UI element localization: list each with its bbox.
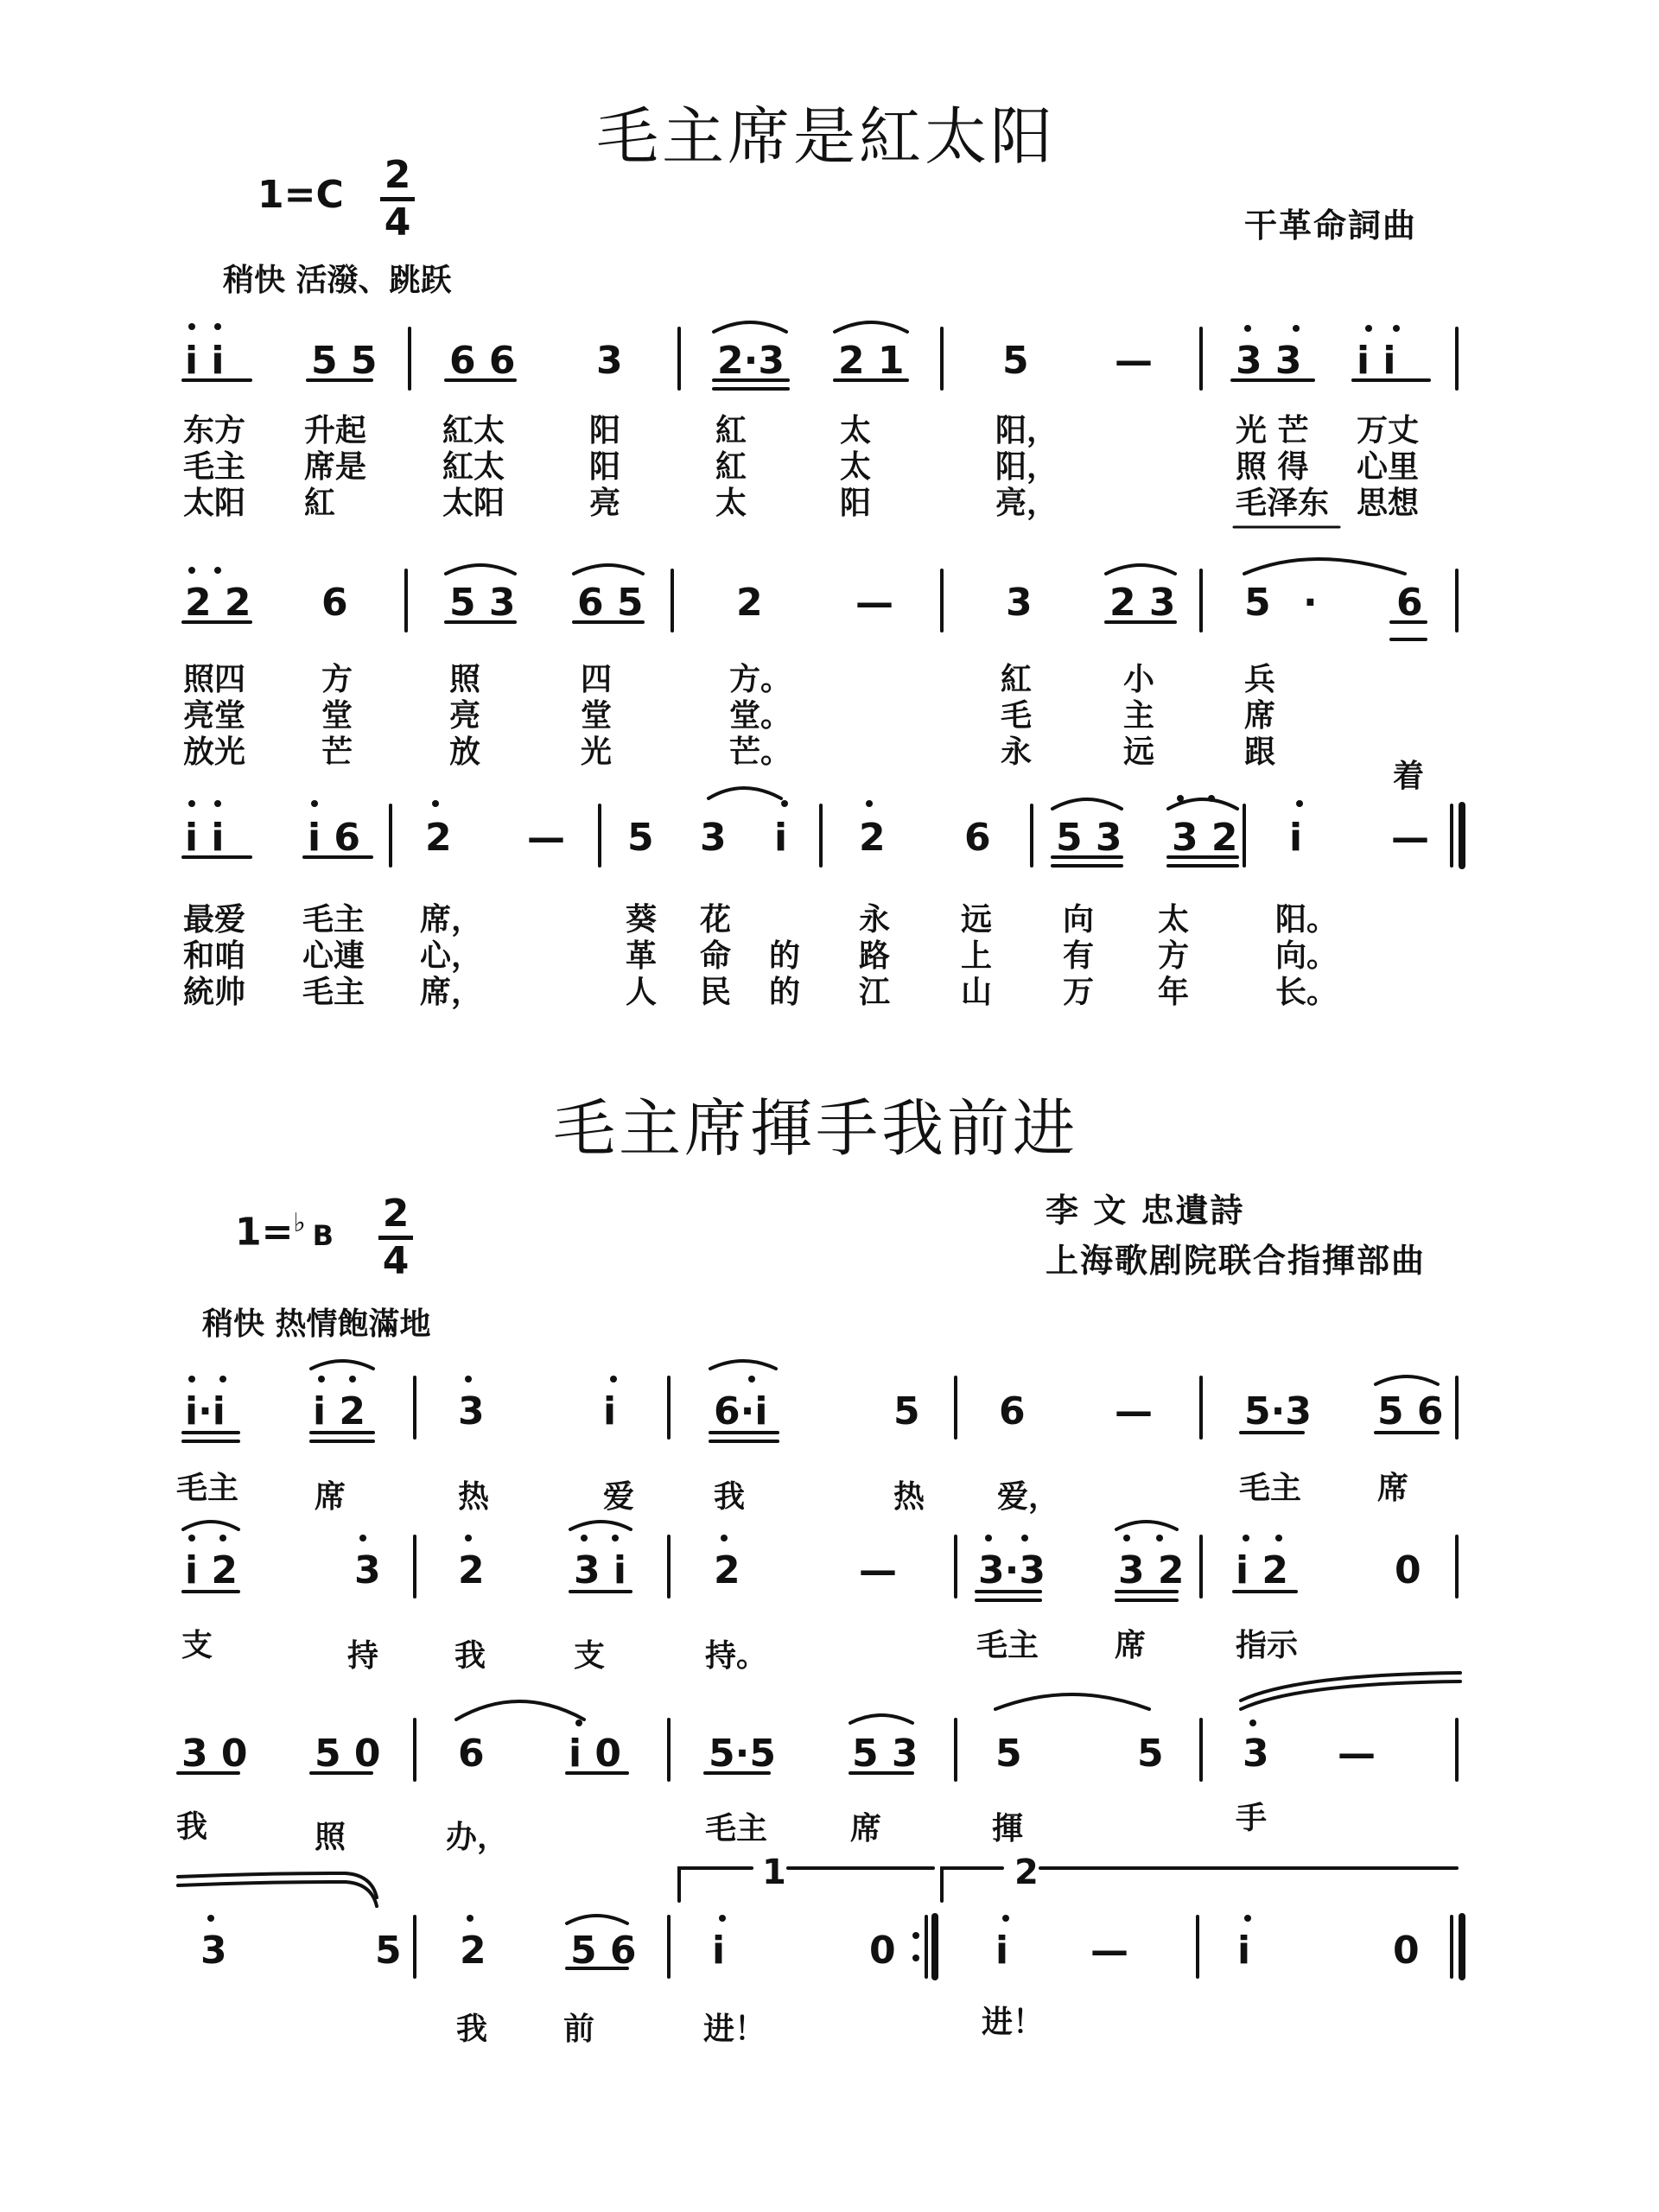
lyric: 永 (859, 902, 891, 938)
note: 3 (200, 1929, 227, 1973)
note: i (712, 1929, 726, 1973)
note: i (774, 816, 788, 860)
lyric: 我 (454, 1638, 486, 1674)
lyric: 命 (700, 938, 732, 974)
lyric: 光 芒 (1236, 413, 1309, 448)
lyric: 紅太 (442, 413, 505, 448)
note: 5 0 (315, 1732, 381, 1776)
lyric: 太阳 (183, 486, 246, 521)
lyric: 放光 (183, 734, 246, 770)
lyric: 跟 (1244, 734, 1276, 770)
lyric: 堂 (581, 698, 613, 734)
lyric: 万丈 (1357, 413, 1420, 448)
note: 3 (596, 339, 623, 383)
song2-key-prefix: 1= (235, 1210, 294, 1255)
lyric: 支 (574, 1638, 606, 1674)
note: i 2 (1236, 1548, 1289, 1592)
lyric: 爱 (603, 1479, 635, 1515)
lyric: 向。 (1275, 938, 1338, 974)
lyric: 席 (1244, 698, 1276, 734)
song2-time-top: 2 (382, 1192, 410, 1236)
note: 3 (1243, 1732, 1269, 1776)
volta-1-number: 1 (762, 1853, 786, 1892)
note: 0 (1395, 1548, 1421, 1592)
lyric: 革 (626, 938, 658, 974)
lyric: 江 (859, 975, 891, 1010)
note: 3 3 (1236, 339, 1302, 383)
lyric: 亮 (449, 698, 481, 734)
note: 3 i (574, 1548, 627, 1592)
lyric: 爱， (997, 1479, 1060, 1515)
note: i·i (185, 1389, 226, 1433)
note: 3 (354, 1548, 381, 1592)
lyric: 心， (420, 938, 483, 974)
lyric: 热 (893, 1479, 925, 1515)
lyric: 紅 (715, 413, 747, 448)
song1-key-signature: 1=C (257, 173, 344, 217)
note: 3 (700, 816, 727, 860)
lyric: 毛主 (183, 449, 246, 485)
note: 5 (893, 1389, 920, 1433)
lyric: 毛主 (302, 902, 365, 938)
note: 5 (1137, 1732, 1164, 1776)
lyric: 紅 (715, 449, 747, 485)
note: 3 (458, 1389, 485, 1433)
lyric: 四 (581, 662, 613, 697)
lyric: 手 (1236, 1801, 1268, 1836)
lyric: 的 (769, 975, 801, 1010)
note: i (995, 1929, 1009, 1973)
lyric: 席， (420, 975, 483, 1010)
lyric: 阳 (589, 449, 621, 485)
lyric: 办， (446, 1820, 509, 1855)
note: 5 3 (1056, 816, 1122, 860)
note-dash: — (859, 1548, 897, 1592)
lyric: 毛主 (976, 1628, 1039, 1663)
note: 5 (627, 816, 654, 860)
note: 3 2 (1118, 1548, 1185, 1592)
note: 2 (458, 1548, 485, 1592)
song2-time-bottom: 4 (382, 1239, 410, 1283)
note: i (603, 1389, 617, 1433)
note: 5 3 (449, 581, 516, 625)
song2-tempo: 稍快 热情飽滿地 (202, 1306, 431, 1342)
note: 6 (999, 1389, 1026, 1433)
note: 2 (714, 1548, 741, 1592)
lyric: 紅 (1001, 662, 1033, 697)
song2-key-note: B (312, 1218, 334, 1252)
song2-credit-lyricist: 李 文 忠遺詩 (1046, 1192, 1245, 1230)
lyric: 太 (840, 449, 872, 485)
lyric: 太 (1158, 902, 1190, 938)
lyric: 路 (859, 938, 891, 974)
lyric: 小 (1123, 662, 1155, 697)
lyric: 阳 (840, 486, 872, 521)
lyric: 心連 (302, 938, 365, 974)
note: i (1237, 1929, 1251, 1973)
lyric: 堂 (321, 698, 353, 734)
note: 5 (1002, 339, 1029, 383)
lyric: 堂。 (729, 698, 792, 734)
note: 3 0 (181, 1732, 248, 1776)
lyric: 和咱 (183, 938, 246, 974)
note: i 2 (313, 1389, 366, 1433)
note: 2 1 (838, 339, 905, 383)
lyric: 亮 (589, 486, 621, 521)
song1-title: 毛主席是紅太阳 (596, 100, 1057, 173)
lyric: 放 (449, 734, 481, 770)
lyric: 席 (1115, 1628, 1147, 1663)
lyric: 山 (961, 975, 993, 1010)
note-dash: — (1338, 1732, 1376, 1776)
lyric: 照 (315, 1820, 346, 1855)
lyric: 远 (961, 902, 993, 938)
note: 5 6 (1377, 1389, 1444, 1433)
note: 6 6 (449, 339, 516, 383)
lyric: 向 (1063, 902, 1095, 938)
note: 0 (869, 1929, 896, 1973)
lyric: 我 (176, 1809, 208, 1845)
lyric: 席， (420, 902, 483, 938)
lyric: 花 (700, 902, 732, 938)
lyric: 芒。 (729, 734, 792, 770)
volta-2-number: 2 (1014, 1853, 1039, 1892)
note: 5 (375, 1929, 402, 1973)
song2-title: 毛主席揮手我前进 (553, 1092, 1079, 1165)
note-dash: — (1115, 339, 1153, 383)
note: i (1289, 816, 1303, 860)
lyric: 方 (321, 662, 353, 697)
lyric: 东方 (183, 413, 246, 448)
song1-tempo: 稍快 活潑、跳跃 (223, 263, 452, 298)
lyric: 主 (1123, 698, 1155, 734)
lyric: 毛主 (302, 975, 365, 1010)
note-dash: — (1391, 816, 1429, 860)
lyric: 着 (1393, 759, 1425, 794)
lyric: 有 (1063, 938, 1095, 974)
note: 5·3 (1244, 1389, 1312, 1433)
note: 0 (1393, 1929, 1420, 1973)
note: i 6 (308, 816, 361, 860)
note: 6 (321, 581, 348, 625)
note: 2 2 (185, 581, 251, 625)
lyric: 人 (626, 975, 658, 1010)
note: 5·5 (709, 1732, 776, 1776)
flat-sign-icon: ♭ (293, 1208, 306, 1238)
note: 6·i (714, 1389, 768, 1433)
lyric: 民 (700, 975, 732, 1010)
lyric: 毛主 (176, 1471, 239, 1506)
lyric: 毛泽东 (1236, 486, 1330, 521)
note: 3 (1006, 581, 1033, 625)
note: 3·3 (978, 1548, 1046, 1592)
lyric: 支 (181, 1628, 213, 1663)
lyric: 席 (315, 1479, 346, 1515)
lyric: 阳， (995, 413, 1058, 448)
note: 2 (736, 581, 763, 625)
lyric: 光 (581, 734, 613, 770)
lyric: 热 (458, 1479, 490, 1515)
note: 3 2 (1172, 816, 1238, 860)
lyric: 席 (850, 1811, 882, 1847)
lyric: 远 (1123, 734, 1155, 770)
lyric: 兵 (1244, 662, 1276, 697)
lyric: 方。 (729, 662, 792, 697)
lyric: 席是 (304, 449, 367, 485)
lyric: 思想 (1357, 486, 1420, 521)
lyric: 前 (563, 2012, 595, 2047)
lyric: 最爱 (183, 902, 246, 938)
note-dot: · (1303, 581, 1318, 625)
note: 5 (1244, 581, 1271, 625)
note: 5 (995, 1732, 1022, 1776)
lyric: 太 (840, 413, 872, 448)
lyric: 指示 (1236, 1628, 1299, 1663)
lyric: 席 (1377, 1471, 1409, 1506)
lyric: 上 (961, 938, 993, 974)
note: i i (185, 816, 225, 860)
lyric: 我 (714, 1479, 746, 1515)
note: i 0 (569, 1732, 622, 1776)
note: 5 5 (311, 339, 378, 383)
lyric: 紅 (304, 486, 336, 521)
lyric: 阳， (995, 449, 1058, 485)
note: 5 3 (852, 1732, 918, 1776)
lyric: 毛主 (705, 1811, 768, 1847)
song1-time-bottom: 4 (384, 200, 411, 245)
lyric: 方 (1158, 938, 1190, 974)
lyric: 太 (715, 486, 747, 521)
lyric: 紅太 (442, 449, 505, 485)
lyric: 心里 (1357, 449, 1420, 485)
lyric: 万 (1063, 975, 1095, 1010)
note: 2 3 (1109, 581, 1176, 625)
lyric: 的 (769, 938, 801, 974)
lyric: 年 (1158, 975, 1190, 1010)
lyric: 阳 (589, 413, 621, 448)
song1-credit: 干革命詞曲 (1244, 207, 1418, 245)
note-dash: — (1115, 1389, 1153, 1433)
note-dash: — (1090, 1929, 1128, 1973)
song1-time-top: 2 (384, 153, 411, 197)
note: 6 5 (577, 581, 644, 625)
note: 2 (425, 816, 452, 860)
note: 5 6 (570, 1929, 637, 1973)
lyric: 葵 (626, 902, 658, 938)
lyric: 芒 (321, 734, 353, 770)
lyric: 阳。 (1275, 902, 1338, 938)
note: 2 (859, 816, 886, 860)
note: 2 (460, 1929, 486, 1973)
note: i i (1357, 339, 1396, 383)
song2-credit-composer: 上海歌剧院联合指揮部曲 (1046, 1242, 1427, 1280)
note-dash: — (855, 581, 893, 625)
lyric: 亮， (995, 486, 1058, 521)
lyric: 亮堂 (183, 698, 246, 734)
lyric: 毛主 (1239, 1471, 1302, 1506)
lyric: 进！ (982, 2005, 1045, 2040)
lyric: 照 得 (1236, 449, 1309, 485)
lyric: 我 (456, 2012, 488, 2047)
lyric: 进！ (703, 2012, 766, 2047)
lyric: 照四 (183, 662, 246, 697)
note: 6 (1396, 581, 1423, 625)
lyric: 太阳 (442, 486, 505, 521)
note: i i (185, 339, 225, 383)
lyric: 照 (449, 662, 481, 697)
note-dash: — (527, 816, 565, 860)
note: 6 (458, 1732, 485, 1776)
lyric: 长。 (1275, 975, 1338, 1010)
note: 6 (964, 816, 991, 860)
note: 2·3 (717, 339, 785, 383)
lyric: 升起 (304, 413, 367, 448)
note: i 2 (185, 1548, 238, 1592)
lyric: 永 (1001, 734, 1033, 770)
lyric: 統帅 (183, 975, 246, 1010)
lyric: 持 (347, 1638, 379, 1674)
lyric: 持。 (705, 1638, 768, 1674)
lyric: 揮 (992, 1811, 1024, 1847)
lyric: 毛 (1001, 698, 1033, 734)
